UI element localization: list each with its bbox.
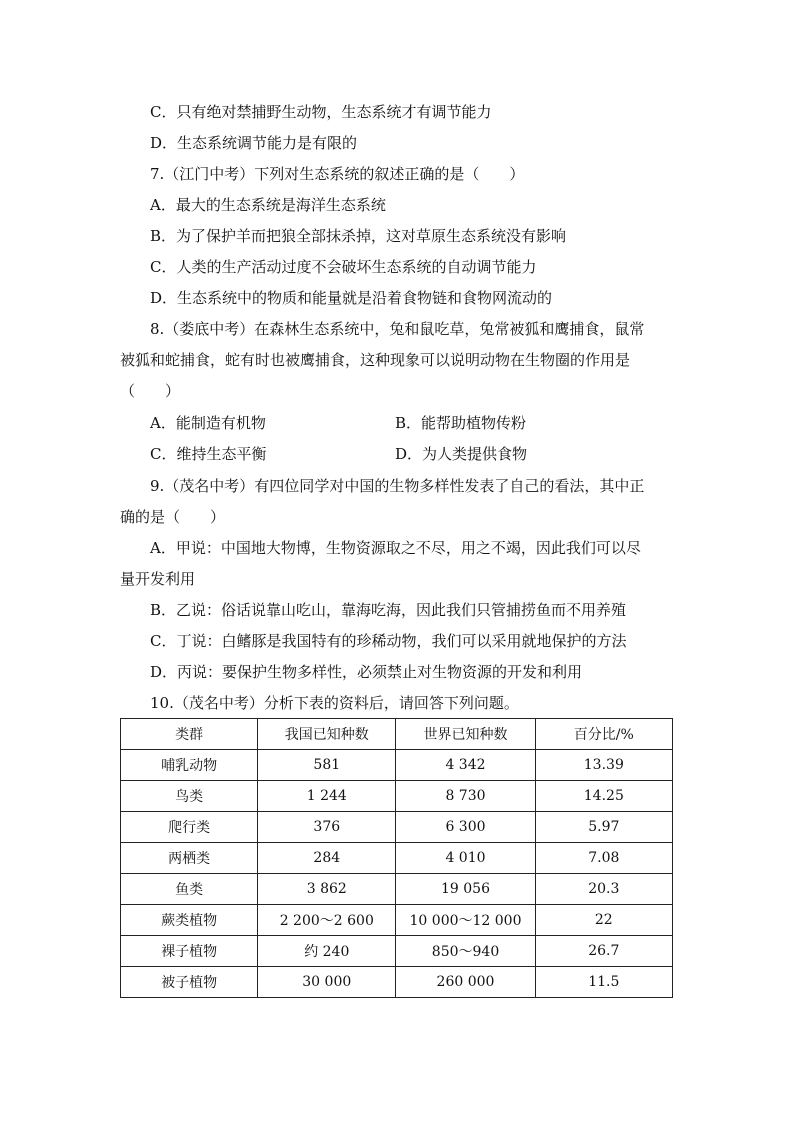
table-cell: 5.97 bbox=[535, 812, 672, 843]
q8-stem-line2: 被狐和蛇捕食，蛇有时也被鹰捕食，这种现象可以说明动物在生物圈的作用是 bbox=[120, 351, 631, 369]
table-row bbox=[121, 750, 673, 781]
table-cell: 20.3 bbox=[535, 874, 672, 905]
table-cell: 6 300 bbox=[396, 812, 535, 843]
table-row bbox=[121, 967, 673, 998]
table-cell: 7.08 bbox=[535, 843, 672, 874]
table-cell: 376 bbox=[258, 812, 396, 843]
table-cell: 2 200～2 600 bbox=[258, 905, 396, 936]
q9-option-d: D．丙说：要保护生物多样性，必须禁止对生物资源的开发和利用 bbox=[150, 663, 583, 681]
q8-stem-line3: （ ） bbox=[120, 382, 181, 400]
q8-option-d: D．为人类提供食物 bbox=[395, 445, 528, 463]
table-cell: 260 000 bbox=[396, 967, 535, 998]
table-row bbox=[121, 781, 673, 812]
table-cell: 284 bbox=[258, 843, 396, 874]
table-cell: 19 056 bbox=[396, 874, 535, 905]
q10-stem: 10.（茂名中考）分析下表的资料后，请回答下列问题。 bbox=[150, 694, 519, 712]
q8-option-c: C．维持生态平衡 bbox=[150, 445, 267, 463]
q9-option-c: C．丁说：白鳍豚是我国特有的珍稀动物，我们可以采用就地保护的方法 bbox=[150, 632, 627, 650]
table-cell: 10 000～12 000 bbox=[396, 905, 535, 936]
table-cell: 3 862 bbox=[258, 874, 396, 905]
table-cell: 14.25 bbox=[535, 781, 672, 812]
table-cell: 13.39 bbox=[535, 750, 672, 781]
table-row bbox=[121, 905, 673, 936]
q9-stem-line2: 确的是（ ） bbox=[120, 508, 226, 526]
q6-option-d: D．生态系统调节能力是有限的 bbox=[150, 134, 358, 152]
table-cell: 约 240 bbox=[258, 936, 396, 967]
table-cell: 裸子植物 bbox=[121, 936, 258, 967]
header-cell: 世界已知种数 bbox=[396, 719, 535, 750]
table-cell: 30 000 bbox=[258, 967, 396, 998]
q8-stem-line1: 8.（娄底中考）在森林生态系统中，兔和鼠吃草，兔常被狐和鹰捕食，鼠常 bbox=[150, 320, 645, 338]
header-cell: 百分比/% bbox=[535, 719, 672, 750]
q9-option-a-line1: A．甲说：中国地大物博，生物资源取之不尽，用之不竭，因此我们可以尽 bbox=[150, 539, 641, 557]
q7-option-a: A．最大的生态系统是海洋生态系统 bbox=[150, 196, 386, 214]
table-cell: 鱼类 bbox=[121, 874, 258, 905]
table-cell: 4 342 bbox=[396, 750, 535, 781]
table-cell: 哺乳动物 bbox=[121, 750, 258, 781]
q6-option-c: C．只有绝对禁捕野生动物，生态系统才有调节能力 bbox=[150, 103, 492, 121]
table-row bbox=[121, 936, 673, 967]
q8-option-b: B．能帮助植物传粉 bbox=[395, 414, 527, 432]
q7-stem: 7.（江门中考）下列对生态系统的叙述正确的是（ ） bbox=[150, 165, 525, 183]
q8-option-a: A．能制造有机物 bbox=[150, 414, 266, 432]
q7-option-c: C．人类的生产活动过度不会破坏生态系统的自动调节能力 bbox=[150, 258, 537, 276]
table-cell: 22 bbox=[535, 905, 672, 936]
table-header-row bbox=[121, 719, 673, 750]
q7-option-b: B．为了保护羊而把狼全部抹杀掉，这对草原生态系统没有影响 bbox=[150, 227, 567, 245]
table-row bbox=[121, 812, 673, 843]
header-cell: 类群 bbox=[121, 719, 258, 750]
table-cell: 4 010 bbox=[396, 843, 535, 874]
table-cell: 两栖类 bbox=[121, 843, 258, 874]
table-cell: 11.5 bbox=[535, 967, 672, 998]
table-cell: 爬行类 bbox=[121, 812, 258, 843]
table-cell: 1 244 bbox=[258, 781, 396, 812]
header-cell: 我国已知种数 bbox=[258, 719, 396, 750]
q9-stem-line1: 9.（茂名中考）有四位同学对中国的生物多样性发表了自己的看法，其中正 bbox=[150, 477, 645, 495]
table-cell: 850～940 bbox=[396, 936, 535, 967]
q9-option-a-line2: 量开发利用 bbox=[120, 570, 196, 588]
table-cell: 被子植物 bbox=[121, 967, 258, 998]
table-row bbox=[121, 843, 673, 874]
table-cell: 蕨类植物 bbox=[121, 905, 258, 936]
q9-option-b: B．乙说：俗话说靠山吃山，靠海吃海，因此我们只管捕捞鱼而不用养殖 bbox=[150, 601, 627, 619]
table-cell: 26.7 bbox=[535, 936, 672, 967]
species-table bbox=[120, 718, 673, 998]
table-cell: 8 730 bbox=[396, 781, 535, 812]
table-cell: 581 bbox=[258, 750, 396, 781]
q7-option-d: D．生态系统中的物质和能量就是沿着食物链和食物网流动的 bbox=[150, 289, 553, 307]
table-cell: 鸟类 bbox=[121, 781, 258, 812]
table-row bbox=[121, 874, 673, 905]
